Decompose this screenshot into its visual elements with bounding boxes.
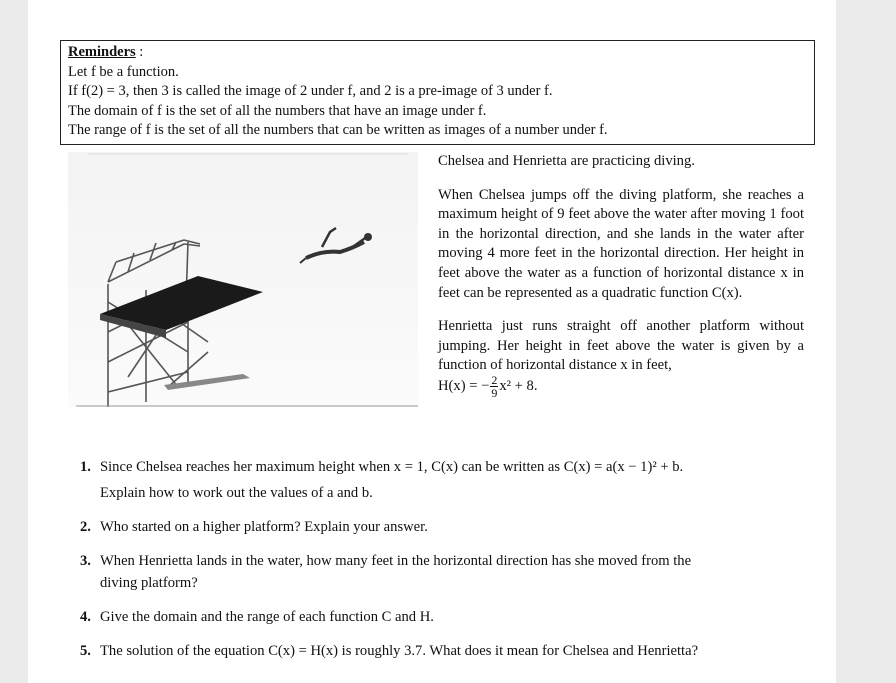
problem-intro: [438, 152, 804, 399]
question-number: 4.: [80, 609, 91, 625]
question-text: The solution of the equation C(x) = H(x) is roughly 3.7. What does it mean for Chelsea and Henrietta?: [100, 643, 699, 659]
question-number: 3.: [80, 553, 91, 569]
question-number: 2.: [80, 519, 91, 535]
diving-platform-photo: [68, 152, 418, 407]
question-text-continued: diving platform?: [100, 575, 198, 591]
question-text: When Henrietta lands in the water, how many feet in the horizontal direction has she moved from the: [100, 553, 692, 569]
worksheet-page: [28, 0, 836, 683]
henrietta-formula: [438, 374, 804, 399]
reminder-line: If f(2) = 3, then 3 is called the image of 2 under f, and 2 is a pre-image of 3 under f.: [68, 83, 553, 99]
fraction-numerator: 2: [491, 372, 498, 387]
question-text: Give the domain and the range of each function C and H.: [100, 609, 434, 625]
questions-list: [80, 456, 810, 674]
question-text: Since Chelsea reaches her maximum height when x = 1, C(x) can be written as C(x) = a(x − 1)² + b.: [100, 459, 684, 475]
question-item: [80, 640, 810, 662]
formula-fraction: [490, 374, 498, 399]
formula-lhs: H(x) = −: [438, 377, 490, 394]
intro-paragraph-1: Chelsea and Henrietta are practicing diving.: [438, 153, 695, 169]
question-item: [80, 456, 810, 504]
question-text: Who started on a higher platform? Explain your answer.: [100, 519, 428, 535]
reminders-title-colon: :: [135, 44, 144, 60]
reminder-line: The domain of f is the set of all the numbers that have an image under f.: [68, 102, 487, 119]
reminder-line: The range of f is the set of all the numbers that can be written as images of a number under f.: [68, 122, 608, 138]
reminders-box: [60, 40, 815, 145]
formula-rhs: x² + 8.: [499, 377, 538, 394]
question-item: [80, 606, 810, 628]
question-item: [80, 516, 810, 538]
intro-paragraph-2: When Chelsea jumps off the diving platform, she reaches a maximum height of 9 feet above the water after moving 1 foot in the horizontal direction, and she lands in the water after moving 4 more feet in the horizontal direction. Her height in feet above the water as a function of horizontal distance x in feet can be represented as a quadratic function C(x).: [438, 186, 804, 301]
question-item: [80, 550, 810, 594]
question-number: 1.: [80, 459, 91, 475]
reminders-heading: [68, 43, 808, 63]
reminders-title: Reminders: [68, 44, 136, 60]
fraction-denominator: 9: [491, 385, 498, 400]
question-text-continued: Explain how to work out the values of a and b.: [100, 485, 373, 501]
question-number: 5.: [80, 643, 91, 659]
reminder-line: Let f be a function.: [68, 63, 179, 80]
intro-paragraph-3: Henrietta just runs straight off another platform without jumping. Her height in feet above the water is given by a function of horizontal distance x in feet,: [438, 318, 804, 374]
